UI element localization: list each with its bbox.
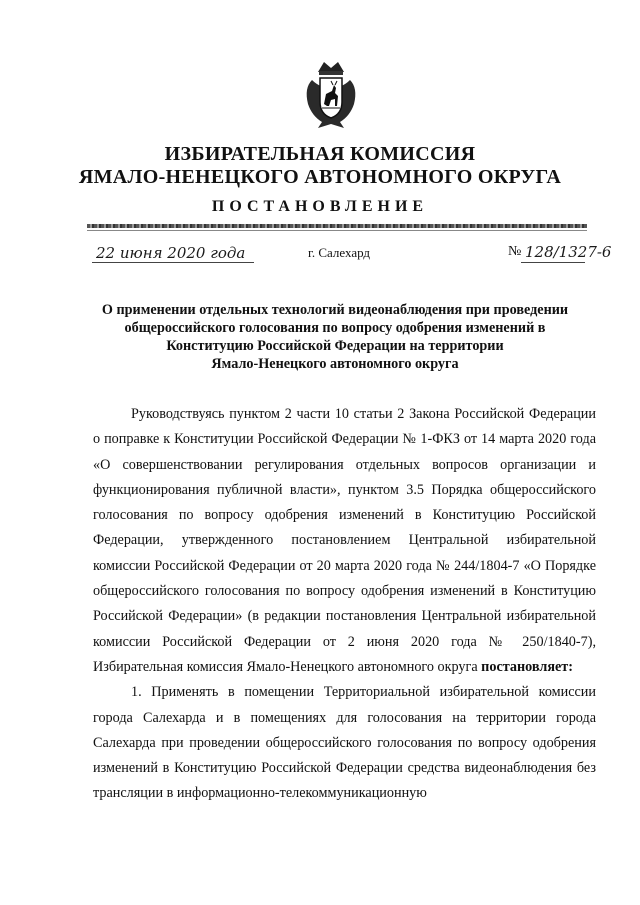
title-line: общероссийского голосования по вопросу одобрения изменений в <box>124 320 546 336</box>
organization-name-line2: ЯМАЛО-НЕНЕЦКОГО АВТОНОМНОГО ОКРУГА <box>78 166 562 188</box>
paragraph-item-1: 1. Применять в помещении Территориальной избирательной комиссии города Салехарда и в помещениях для голосования на территории города Салехарда при проведении общероссийского голосования по вопросу одобрения изменений в Конституцию Российской Федерации средства видеонаблюдения без трансляции в информационно-телекоммуникационную <box>93 684 596 802</box>
resolves-keyword: постановляет: <box>481 658 573 675</box>
document-type: ПОСТАНОВЛЕНИЕ <box>211 198 429 215</box>
coat-of-arms-emblem <box>298 58 364 132</box>
handwritten-date: 22 июня 2020 года <box>96 244 246 262</box>
city-label: г. Салехард <box>308 245 371 260</box>
date-underline <box>92 262 254 263</box>
document-body <box>93 402 596 807</box>
title-line: Ямало-Ненецкого автономного округа <box>211 356 459 372</box>
header-divider <box>87 224 587 228</box>
paragraph-preamble <box>93 402 596 680</box>
document-title <box>70 301 600 373</box>
number-underline <box>521 262 585 263</box>
handwritten-number: 128/1327-6 <box>525 243 612 261</box>
organization-name-line1: ИЗБИРАТЕЛЬНАЯ КОМИССИЯ <box>164 143 476 165</box>
header-divider-thin <box>87 230 587 231</box>
title-line: Конституцию Российской Федерации на территории <box>166 338 504 354</box>
title-line: О применении отдельных технологий видеонаблюдения при проведении <box>101 302 569 318</box>
number-label: № <box>508 244 522 259</box>
preamble-text: Руководствуясь пунктом 2 части 10 статьи 2 Закона Российской Федерации о поправке к Конституции Российской Федерации № 1-ФКЗ от 14 марта 2020 года «О совершенствовании регулирования отдельных вопросов организации и функционирования публичной власти», пунктом 3.5 Порядка общероссийского голосования по вопросу одобрения изменений в Конституцию Российской Федерации, утвержденного постановлением Центральной избирательной комиссии Российской Федерации от 20 марта 2020 года № 244/1804-7 «О Порядке общероссийского голосования по вопросу одобрения изменений в Конституцию Российской Федерации» (в редакции постановления Центральной избирательной комиссии Российской Федерации от 2 июня 2020 года № 250/1840-7), Избирательная комиссия Ямало-Ненецкого автономного округа <box>93 406 596 675</box>
